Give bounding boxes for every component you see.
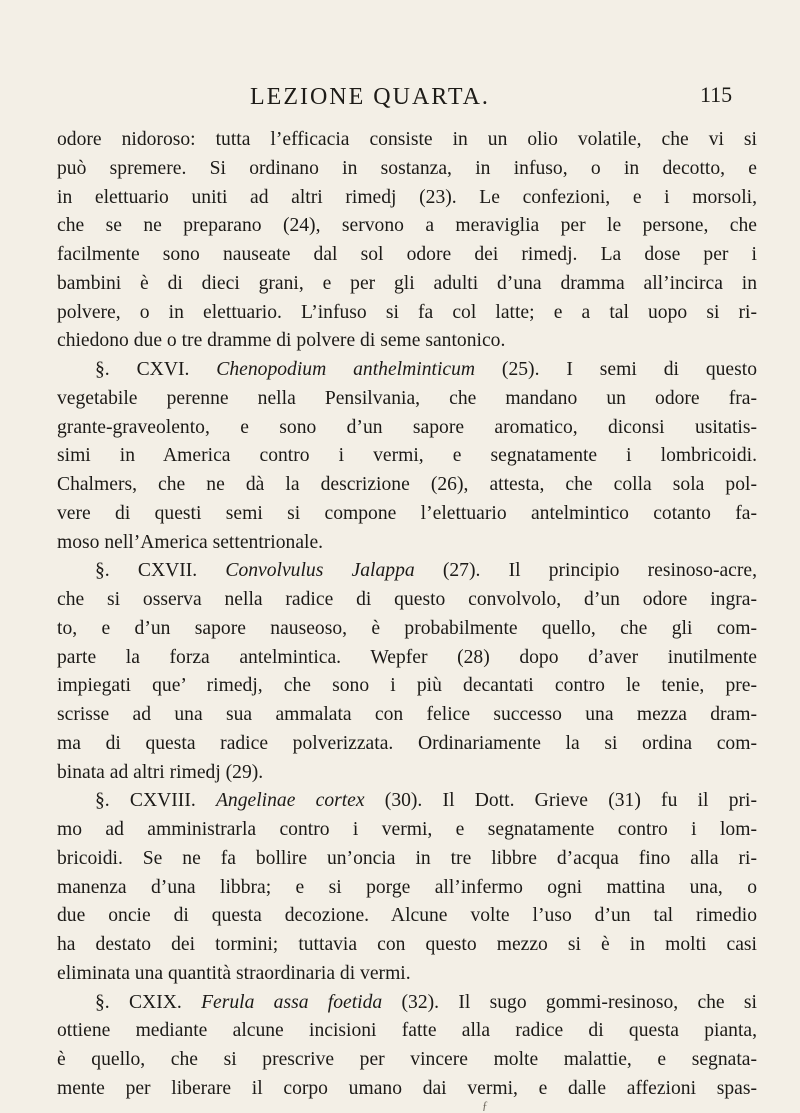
text-line: ottiene mediante alcune incisioni fatte alla radice di questa pianta, (57, 1020, 757, 1042)
text-line: mo ad amministrarla contro i vermi, e segnatamente contro i lom- (57, 819, 757, 840)
text-line: Chalmers, che ne dà la descrizione (26), attesta, che colla sola pol- (57, 474, 757, 495)
section-heading-line (57, 989, 757, 1018)
text-line: ma di questa radice polverizzata. Ordinariamente la si ordina com- (57, 732, 757, 754)
section-text: (30). Il Dott. Grieve (31) fu il pri- (364, 790, 757, 812)
text-line: bambini è di dieci grani, e per gli adulti d’una dramma all’incirca in (57, 272, 757, 294)
page-number: 115 (700, 82, 733, 107)
text-line: mente per liberare il corpo umano dai vermi, e dalle affezioni spas- (57, 1077, 757, 1099)
species-name: Chenopodium anthelminticum (216, 359, 476, 380)
text-line: binata ad altri rimedj (29). (57, 761, 264, 783)
text-line: due oncie di questa decozione. Alcune volte l’uso d’un tal rimedio (57, 905, 757, 927)
text-line: può spremere. Si ordinano in sostanza, in infuso, o in decotto, e (57, 157, 757, 179)
text-line: bricoidi. Se ne fa bollire un’oncia in tre libbre d’acqua fino alla ri- (57, 847, 757, 869)
text-line: chiedono due o tre dramme di polvere di seme santonico. (57, 330, 506, 352)
species-name: Ferula assa foetida (201, 991, 383, 1013)
text-line: simi in America contro i vermi, e segnatamente i lombricoidi. (57, 445, 757, 467)
section-heading-line (57, 356, 757, 385)
text-line: odore nidoroso: tutta l’efficacia consiste in un olio volatile, che vi si (57, 129, 757, 150)
section-number: §. CXIX. (95, 991, 202, 1013)
section-text: (27). Il principio resinoso-acre, (414, 560, 758, 582)
section-heading-line (57, 557, 757, 586)
section-number: §. CXVI. (95, 359, 217, 380)
text-line: ha destato dei tormini; tuttavia con questo mezzo si è in molti casi (57, 934, 757, 955)
body-text (57, 126, 757, 1104)
text-line: scrisse ad una sua ammalata con felice successo una mezza dram- (57, 704, 757, 725)
section-heading-line (57, 787, 757, 816)
text-line: che si osserva nella radice di questo convolvolo, d’un odore ingra- (57, 589, 757, 610)
section-number: §. CXVIII. (95, 790, 216, 812)
text-line: che se ne preparano (24), servono a meraviglia per le persone, che (57, 215, 757, 237)
text-line: grante-graveolento, e sono d’un sapore aromatico, diconsi usitatis- (57, 416, 757, 438)
text-line: è quello, che si prescrive per vincere molte malattie, e segnata- (57, 1049, 757, 1070)
text-line: vegetabile perenne nella Pensilvania, che mandano un odore fra- (57, 387, 757, 409)
text-line: parte la forza antelmintica. Wepfer (28) dopo d’aver inutilmente (57, 646, 757, 668)
text-line: in elettuario uniti ad altri rimedj (23). Le confezioni, e i morsoli, (57, 186, 757, 208)
text-line: impiegati que’ rimedj, che sono i più decantati contro le tenie, pre- (57, 675, 757, 697)
running-head: LEZIONE QUARTA. (250, 84, 490, 110)
species-name: Convolvulus Jalappa (225, 560, 415, 582)
signature-mark: ƒ (482, 1098, 488, 1112)
section-text: (32). Il sugo gommi-resinoso, che si (382, 991, 757, 1013)
text-line: eliminata una quantità straordinaria di vermi. (57, 962, 411, 984)
section-number: §. CXVII. (95, 560, 226, 582)
text-line: vere di questi semi si compone l’elettuario antelmintico cotanto fa- (57, 502, 757, 524)
text-line: moso nell’America settentrionale. (57, 531, 324, 553)
text-line: polvere, o in elettuario. L’infuso si fa col latte; e a tal uopo si ri- (57, 301, 757, 323)
text-line: facilmente sono nauseate dal sol odore dei rimedj. La dose per i (57, 244, 757, 265)
section-text: (25). I semi di questo (475, 359, 757, 380)
text-line: manenza d’una libbra; e si porge all’infermo ogni mattina una, o (57, 876, 757, 898)
page-header (0, 82, 800, 122)
species-name: Angelinae cortex (215, 790, 365, 812)
text-line: to, e d’un sapore nauseoso, è probabilmente quello, che gli com- (57, 617, 757, 639)
